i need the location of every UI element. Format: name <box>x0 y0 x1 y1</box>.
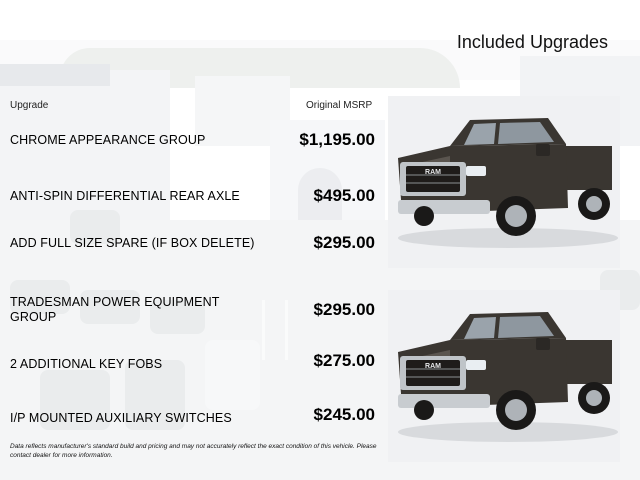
disclaimer-text: Data reflects manufacturer's standard build and pricing and may not accurately reflect the exact condition of this vehicle. Please contact dealer for more information. <box>10 443 377 459</box>
grille-badge-text: RAM <box>425 169 441 176</box>
upgrade-row <box>10 233 375 253</box>
upgrade-price: $295.00 <box>313 233 375 252</box>
upgrade-price: $245.00 <box>313 404 375 424</box>
upgrade-name: ADD FULL SIZE SPARE (IF BOX DELETE) <box>10 235 255 250</box>
upgrade-row <box>10 403 375 426</box>
upgrade-row <box>10 295 375 325</box>
upgrade-row <box>10 349 375 372</box>
truck-image <box>388 290 620 462</box>
truck-illustration <box>388 290 620 462</box>
upgrade-name: 2 ADDITIONAL KEY FOBS <box>10 357 163 371</box>
upgrade-name: CHROME APPEARANCE GROUP <box>10 132 206 147</box>
upgrade-column-header: Upgrade <box>10 100 49 111</box>
upgrade-price: $495.00 <box>313 186 375 205</box>
truck-image <box>388 96 620 268</box>
truck-illustration <box>388 96 620 268</box>
upgrade-row <box>10 186 375 206</box>
upgrade-name: TRADESMAN POWER EQUIPMENT GROUP <box>10 295 220 324</box>
page-title: Included Upgrades <box>456 32 608 52</box>
msrp-column-header: Original MSRP <box>306 100 373 111</box>
upgrade-price: $1,195.00 <box>299 130 375 149</box>
upgrade-row <box>10 130 375 150</box>
upgrade-price: $295.00 <box>313 300 375 319</box>
upgrade-name: I/P MOUNTED AUXILIARY SWITCHES <box>10 411 232 425</box>
upgrade-name: ANTI-SPIN DIFFERENTIAL REAR AXLE <box>10 188 240 203</box>
upgrade-price: $275.00 <box>313 350 375 370</box>
grille-badge-text: RAM <box>425 363 441 370</box>
